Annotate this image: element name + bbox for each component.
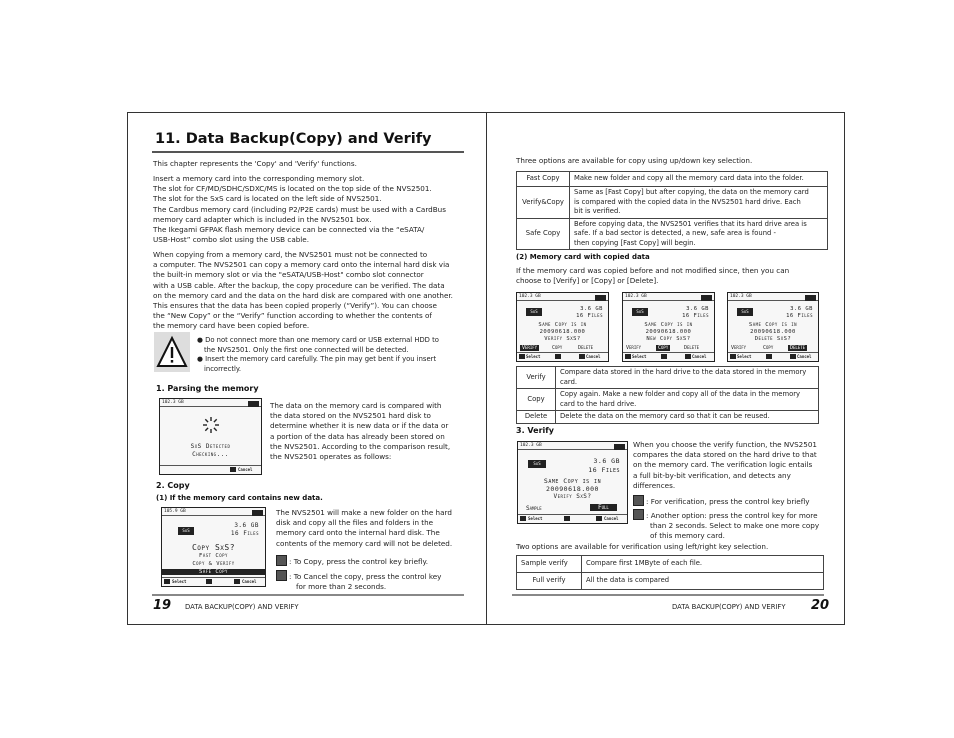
screen-option: Sample: [526, 505, 542, 512]
option-desc: Before copying data, the NVS2501 verifies that its hard drive area is safe. If a bad sector is detected, a new, safe area is found - then copying [Fast Copy] will begin.: [570, 218, 828, 250]
text-line: choose to [Verify] or [Copy] or [Delete].: [516, 276, 659, 286]
screen-option: Copy: [552, 345, 563, 351]
section-heading-parsing: 1. Parsing the memory: [156, 384, 259, 393]
footer-rule: [152, 594, 464, 596]
text-line: the memory card have been copied before.: [153, 321, 310, 331]
key-icon: [661, 354, 667, 359]
page-divider: [486, 112, 487, 625]
action-table: [516, 366, 819, 424]
sxs-card-icon: SxS: [178, 527, 194, 535]
text-line: The Cardbus memory card (including P2/P2E cards) must be used with a CardBus: [153, 204, 446, 214]
battery-icon: [252, 510, 263, 516]
screen-status-bar: 105.9 GB: [162, 508, 265, 516]
verify-table: [516, 555, 824, 590]
text-line: disk and copy all the files and folders in the: [276, 518, 434, 528]
sxs-card-icon: SxS: [526, 308, 542, 316]
screen-status-bar: 102.3 GB: [160, 399, 261, 407]
key-icon: [766, 354, 772, 359]
text-line: The data on the memory card is compared with: [270, 401, 442, 410]
softkey-label: Cancel: [242, 579, 257, 584]
text-line: a computer. The NVS2501 can copy a memory card onto the internal hard disk via: [153, 260, 450, 270]
screen-text: 16 Files: [230, 530, 259, 537]
text-line: If the memory card was copied before and not modified since, then you can: [516, 266, 790, 275]
warning-item-cont: incorrectly.: [204, 364, 242, 373]
action-name: Delete: [517, 411, 556, 424]
screen-option: Verify: [731, 345, 747, 351]
device-screen-verify: 102.3 GB SxS 3.6 GB 16 Files Same Copy is in 20090618.000 Verify SxS? Verify Copy Delete Select Cancel: [516, 292, 609, 362]
screen-status-bar: 102.3 GB: [728, 293, 818, 301]
text-line: the “New Copy” or the “Verify” function according to whether the contents of: [153, 311, 432, 321]
text-line: the NVS2501 operates as follows:: [270, 452, 392, 462]
select-key-icon: [519, 354, 525, 359]
screen-option: Verify: [626, 345, 642, 351]
verify-mode-desc: Compare first 1MByte of each file.: [582, 556, 824, 573]
screen-option: Delete: [684, 345, 700, 351]
action-name: Copy: [517, 389, 556, 411]
footer-rule: [512, 594, 824, 596]
softkey-label: Cancel: [238, 467, 253, 472]
loading-spinner-icon: [202, 416, 220, 434]
battery-icon: [701, 295, 712, 301]
cancel-key-icon: [230, 467, 236, 472]
copy-options-table: [516, 171, 828, 250]
copy-paragraph: [276, 508, 471, 549]
text-line: with a USB cable. After the backup, the copy procedure can be verified. The data: [153, 280, 445, 290]
text-line: When you choose the verify function, the NVS2501: [633, 440, 817, 449]
table-row: [517, 389, 819, 411]
cancel-key-icon: [596, 516, 602, 521]
page-number: 19: [153, 598, 172, 613]
cancel-key-icon: [579, 354, 585, 359]
footer-text: DATA BACKUP(COPY) AND VERIFY: [672, 603, 786, 611]
cancel-key-icon: [790, 354, 796, 359]
title-rule: [152, 151, 464, 153]
screen-option: Fast Copy: [199, 553, 228, 559]
options-intro: Three options are available for copy using up/down key selection.: [516, 156, 753, 165]
warning-icon: [154, 332, 190, 372]
text-line: contents of the memory card will not be deleted.: [276, 538, 453, 548]
text-line: determine whether it is new data or if the data or: [270, 421, 449, 431]
parsing-paragraph: [270, 401, 470, 462]
screen-option-selected: Safe Copy: [162, 569, 265, 575]
action-desc: Copy again. Make a new folder and copy all of the data in the memory card to the hard drive.: [556, 389, 819, 411]
text-line: When copying from a memory card, the NVS2501 must not be connected to: [153, 250, 428, 259]
warning-item: ● Do not connect more than one memory card or USB external HDD to: [197, 336, 439, 344]
text-line: a full bit-by-bit verification, and detects any: [633, 470, 791, 480]
table-row: [517, 573, 824, 590]
text-line: memory card adapter which is included in the NVS2501 box.: [153, 214, 372, 224]
subsection-heading: (2) Memory card with copied data: [516, 253, 650, 261]
section-heading-verify: 3. Verify: [516, 426, 554, 435]
text-line: the data stored on the NVS2501 hard disk to: [270, 411, 431, 421]
text-line: The slot for the SxS card is located on the left side of NVS2501.: [153, 194, 382, 204]
action-desc: Delete the data on the memory card so that it can be reused.: [556, 411, 819, 424]
table-row: [517, 411, 819, 424]
text-line: Insert a memory card into the corresponding memory slot.: [153, 174, 365, 183]
key-icon: [206, 579, 212, 584]
select-key-icon: [625, 354, 631, 359]
page-number: 20: [811, 598, 830, 613]
text-line: The NVS2501 will make a new folder on the hard: [276, 508, 452, 517]
device-screen-delete: 102.3 GB SxS 3.6 GB 16 Files Same Copy is in 20090618.000 Delete SxS? Verify Copy Delete Select Cancel: [727, 292, 819, 362]
screen-status-bar: 102.3 GB: [517, 293, 608, 301]
table-row: [517, 172, 828, 187]
control-key-icon: [276, 570, 287, 581]
battery-icon: [595, 295, 606, 301]
table-row: [517, 187, 828, 219]
table-row: [517, 367, 819, 389]
screen-softkey-bar: [162, 577, 265, 586]
select-key-icon: [520, 516, 526, 521]
text-line: compares the data stored on the hard drive to that: [633, 450, 817, 460]
text-line: This ensures that the data has been copied properly (“Verify”). You can choose: [153, 301, 437, 311]
sxs-card-icon: SxS: [632, 308, 648, 316]
subsection-heading: (1) If the memory card contains new data.: [156, 494, 323, 502]
cancel-hint: : To Cancel the copy, press the control key for more than 2 seconds.: [276, 570, 441, 592]
text-line: the built-in memory slot or via the "eSATA/USB-Host" combo slot connector: [153, 270, 424, 280]
screen-softkey-bar: Select Cancel: [518, 514, 627, 523]
select-key-icon: [730, 354, 736, 359]
screen-status-bar: 102.3 GB: [623, 293, 714, 301]
warning-item-cont: the NVS2501. Only the first one connected will be detected.: [204, 345, 409, 354]
verify-paragraph: [633, 440, 833, 491]
key-icon: [555, 354, 561, 359]
text-line: memory card onto the internal hard disk. The: [276, 528, 440, 538]
copied-data-paragraph: [516, 266, 836, 286]
screen-option-selected: Copy: [658, 345, 669, 351]
device-screen-parsing: [159, 398, 262, 475]
verify-intro: Two options are available for verification using left/right key selection.: [516, 542, 769, 551]
option-name: Verify&Copy: [517, 187, 570, 219]
verify-mode-name: Full verify: [517, 573, 582, 590]
screen-softkey-bar: Select Cancel: [728, 352, 818, 361]
screen-status-bar: 102.3 GB: [518, 442, 627, 450]
control-key-icon: [633, 509, 644, 520]
action-name: Verify: [517, 367, 556, 389]
device-screen-verify-mode: 102.3 GB SxS 3.6 GB 16 Files Same Copy is in 20090618.000 Verify SxS? Sample Full Select Cancel: [517, 441, 628, 524]
screen-option: Copy: [763, 345, 774, 351]
table-row: [517, 218, 828, 250]
softkey-label: Select: [172, 579, 187, 584]
option-name: Fast Copy: [517, 172, 570, 187]
page-title: 11. Data Backup(Copy) and Verify: [155, 131, 432, 147]
screen-option-selected: Verify: [522, 345, 538, 351]
screen-text: SxS Detected: [190, 443, 231, 450]
warning-list: [197, 336, 462, 374]
text-line: differences.: [633, 480, 676, 490]
verify-mode-desc: All the data is compared: [582, 573, 824, 590]
intro-text: This chapter represents the 'Copy' and 'Verify' functions.: [153, 159, 357, 168]
control-key-icon: [276, 555, 287, 566]
verify-hint: : For verification, press the control key briefly: [633, 495, 810, 507]
copy-hint: : To Copy, press the control key briefly.: [276, 555, 428, 567]
warning-icon-box: [154, 332, 190, 372]
screen-option-selected: Full: [590, 504, 617, 511]
cancel-key-icon: [685, 354, 691, 359]
text-line: a portion of the data has already been stored on: [270, 431, 445, 441]
screen-option: Delete: [578, 345, 594, 351]
text-line: The slot for CF/MD/SDHC/SDXC/MS is located on the top side of the NVS2501.: [153, 184, 432, 194]
option-desc: Make new folder and copy all the memory card data into the folder.: [570, 172, 828, 187]
text-line: The Ikegami GFPAK flash memory device can be connected via the “eSATA/: [153, 225, 425, 235]
battery-icon: [805, 295, 816, 301]
select-key-icon: [164, 579, 170, 584]
device-screen-new-copy: 102.3 GB SxS 3.6 GB 16 Files Same Copy is in 20090618.000 New Copy SxS? Verify Copy Delete Select Cancel: [622, 292, 715, 362]
screen-text: Checking...: [192, 451, 229, 458]
action-desc: Compare data stored in the hard drive to the data stored in the memory card.: [556, 367, 819, 389]
cancel-key-icon: [234, 579, 240, 584]
screen-option: Copy & Verify: [192, 561, 235, 567]
text-line: USB-Host” combo slot using the USB cable.: [153, 235, 309, 245]
control-key-icon: [633, 495, 644, 506]
section-heading-copy: 2. Copy: [156, 481, 190, 490]
screen-softkey-bar: [160, 465, 261, 474]
warning-item: ● Insert the memory card carefully. The pin may get bent if you insert: [197, 355, 437, 363]
screen-softkey-bar: Select Cancel: [517, 352, 608, 361]
another-hint: : Another option: press the control key for more than 2 seconds. Select to make one more copy of this memory card.: [633, 509, 819, 542]
sxs-card-icon: SxS: [737, 308, 753, 316]
key-icon: [564, 516, 570, 521]
device-screen-copy: [161, 507, 266, 587]
screen-prompt: Copy SxS?: [191, 543, 236, 552]
screen-text: 3.6 GB: [234, 522, 259, 529]
screen-option-selected: Delete: [790, 345, 806, 351]
footer-text: DATA BACKUP(COPY) AND VERIFY: [185, 603, 299, 611]
battery-icon: [614, 444, 625, 450]
screen-softkey-bar: Select Cancel: [623, 352, 714, 361]
text-line: on the memory card and the data on the hard disk are compared with one another.: [153, 290, 453, 300]
insert-paragraph: [153, 174, 473, 245]
text-line: on the memory card. The verification logic entails: [633, 460, 813, 470]
verify-mode-name: Sample verify: [517, 556, 582, 573]
option-desc: Same as [Fast Copy] but after copying, the data on the memory card is compared with the copied data in the NVS2501 hard drive. Each bit is verified.: [570, 187, 828, 219]
battery-icon: [248, 401, 259, 407]
table-row: [517, 556, 824, 573]
sxs-card-icon: SxS: [528, 460, 546, 468]
option-name: Safe Copy: [517, 218, 570, 250]
usb-paragraph: [153, 250, 473, 332]
text-line: the NVS2501. According to the comparison result,: [270, 441, 451, 451]
